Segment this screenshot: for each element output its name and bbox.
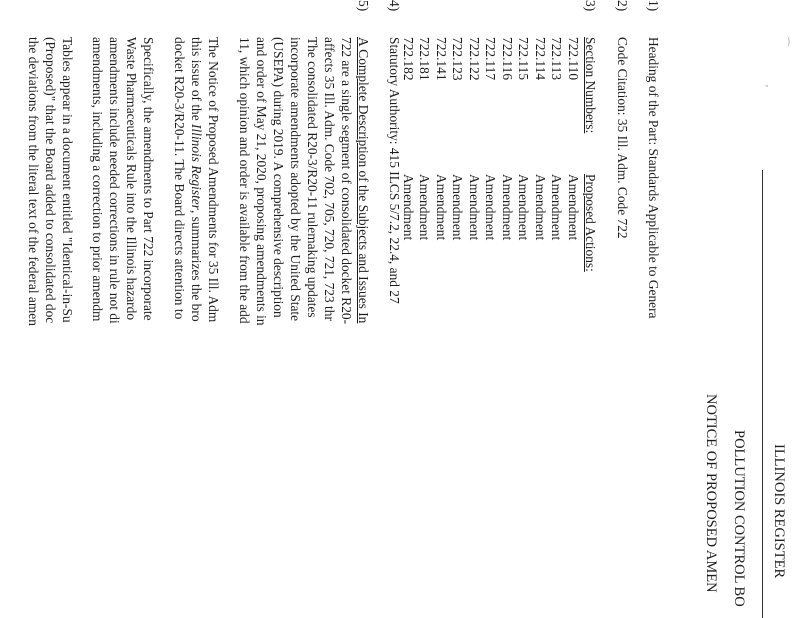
section-number: 722.123 [450, 37, 466, 81]
proposed-action: Amendment [417, 174, 433, 241]
paragraph-3-line: amendments, including a correction to prior amendm [90, 37, 105, 322]
paragraph-2-line-1: The Notice of Proposed Amendments for 35 Ill. Adm [206, 37, 221, 323]
section-number: 722.182 [401, 37, 416, 81]
paragraph-4-line: Tables appear in a document entitled "Identical-in-Su [60, 37, 75, 323]
description-line: and order of May 21, 2020, proposing amendments in [254, 37, 269, 326]
notice-title: NOTICE OF PROPOSED AMEN [703, 394, 719, 593]
description-heading: A Complete Description of the Subjects and Issues In [356, 37, 371, 324]
description-line: 11, which opinion and order is available from the add [237, 37, 252, 324]
p2-line2-post: , summarizes the bro [189, 209, 204, 322]
paragraph-2-line-3: docket R20-3/R20-11. The Board directs attention to [172, 37, 187, 320]
description-line: incorporate amendments adopted by the United State [288, 37, 303, 322]
section-number: 722.115 [516, 37, 532, 81]
item-3-number: 3) [583, 0, 598, 12]
proposed-action: Amendment [450, 174, 466, 241]
illinois-register-italic: Illinois Register [189, 124, 204, 210]
proposed-action: Amendment [516, 174, 532, 241]
item-1-text: Heading of the Part: Standards Applicable to Genera [646, 37, 661, 319]
description-line: The consolidated R20-3/R20-11 rulemaking updates [305, 37, 320, 318]
section-numbers-header: Section Numbers: [583, 37, 598, 134]
paragraph-4-line: (Proposed)" that the Board added to consolidated doc [43, 37, 58, 324]
p2-line2-pre: this issue of the [189, 37, 204, 125]
paragraph-2-line-2 [190, 37, 203, 322]
item-2-text: Code Citation: 35 Ill. Adm. Code 722 [615, 37, 630, 239]
proposed-action: Amendment [566, 174, 581, 241]
agency-name: POLLUTION CONTROL BO [731, 430, 747, 607]
proposed-action: Amendment [483, 174, 499, 241]
proposed-action: Amendment [401, 174, 416, 241]
section-number: 722.181 [417, 37, 433, 81]
paragraph-3-line: Specifically, the amendments to Part 722 incorporate [141, 37, 156, 321]
description-line: (USEPA) during 2019. A comprehensive description [271, 37, 286, 318]
proposed-action: Amendment [533, 174, 548, 241]
section-number: 722.122 [467, 37, 482, 81]
paragraph-4-line: the deviations from the literal text of the federal amen [26, 37, 41, 326]
description-line: affects 35 Ill. Adm. Code 702, 705, 720, 721, 723 thr [322, 37, 337, 321]
proposed-action: Amendment [467, 174, 482, 241]
proposed-action: Amendment [434, 174, 449, 241]
section-number: 722.117 [483, 37, 499, 81]
margin-mark: ⌒ [777, 36, 789, 47]
proposed-actions-header: Proposed Actions: [583, 174, 598, 272]
item-2-number: 2) [615, 0, 630, 12]
paragraph-3-line: Waste Pharmaceuticals Rule into the Illinois hazardo [124, 37, 139, 321]
item-4-number: 4) [387, 0, 402, 12]
register-header: ILLINOIS REGISTER [771, 444, 787, 579]
section-number: 722.113 [549, 37, 565, 81]
proposed-action: Amendment [549, 174, 565, 241]
section-number: 722.141 [434, 37, 449, 81]
paragraph-3-line: amendments include needed corrections in rule not di [107, 37, 122, 324]
header-rule [762, 170, 763, 618]
item-5-number: 5) [356, 0, 371, 12]
proposed-action: Amendment [500, 174, 515, 241]
description-line: 722 are a single segment of consolidated docket R20- [339, 37, 354, 325]
section-number: 722.116 [500, 37, 515, 81]
item-1-number: 1) [646, 0, 661, 12]
statutory-authority-text: Statutory Authority: 415 ILCS 5/7.2, 22.4, and 27 [387, 37, 402, 304]
section-number: 722.114 [533, 37, 548, 81]
margin-mark: ʼ [758, 84, 770, 88]
section-number: 722.110 [566, 37, 581, 81]
